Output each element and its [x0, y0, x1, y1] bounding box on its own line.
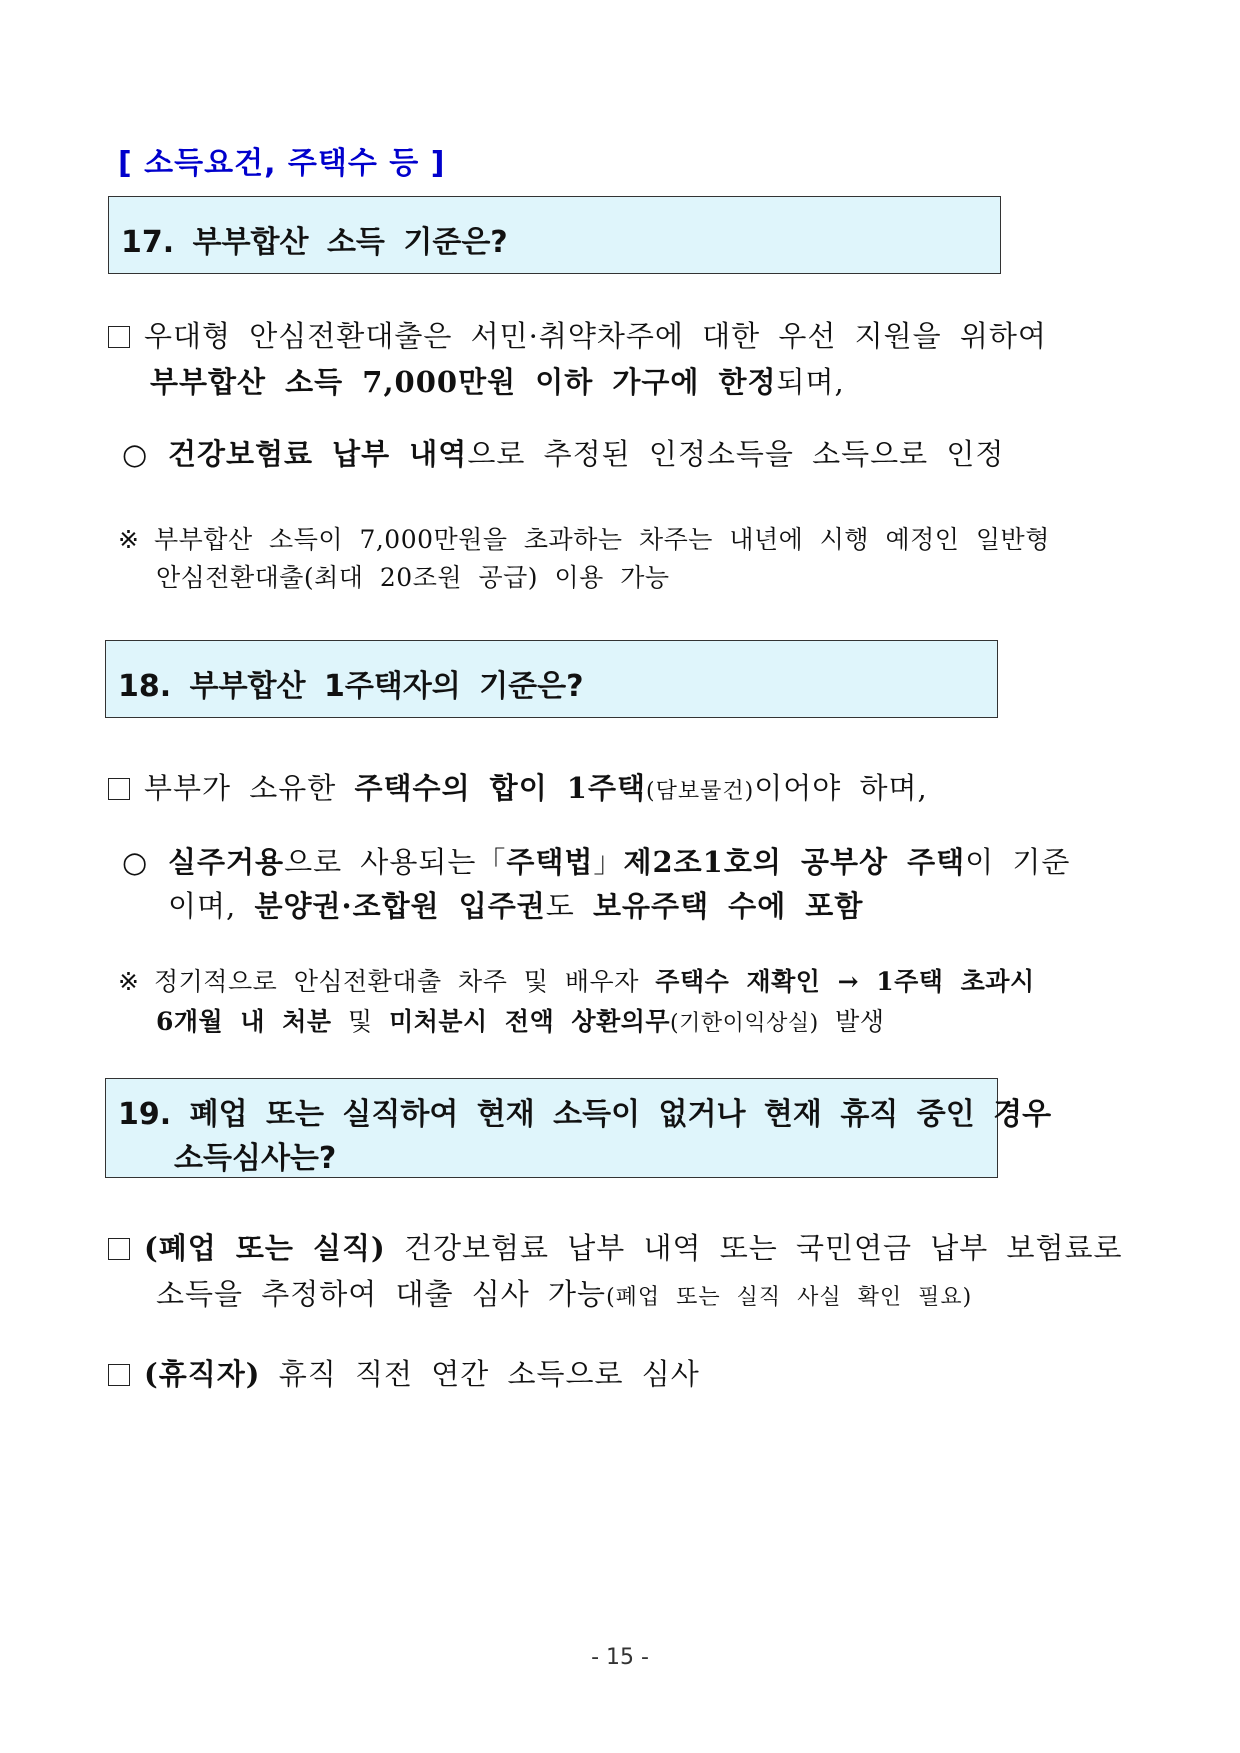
question-19-line1: 19. 폐업 또는 실직하여 현재 소득이 없거나 현재 휴직 중인 경우: [118, 1097, 1052, 1132]
q17-note-line1: ※ 부부합산 소득이 7,000만원을 초과하는 차주는 내년에 시행 예정인 일반형: [118, 525, 1050, 554]
section-title: [ 소득요건, 주택수 등 ]: [118, 146, 446, 181]
square-bullet-icon: [108, 1238, 130, 1260]
q18-note-line2: 6개월 내 처분 및 미처분시 전액 상환의무(기한이익상실) 발생: [156, 1007, 885, 1036]
question-box-18: [105, 640, 998, 718]
q18-sub1-line1: ○ 실주거용으로 사용되는「주택법」제2조1호의 공부상 주택이 기준: [122, 845, 1071, 879]
question-19-line2: 소득심사는?: [174, 1141, 337, 1176]
page-number: - 15 -: [591, 1645, 649, 1670]
circle-bullet-icon: ○: [122, 845, 149, 879]
q19-bullet1-line1: (폐업 또는 실직) 건강보험료 납부 내역 또는 국민연금 납부 보험료로: [108, 1226, 1123, 1267]
q18-sub1-line2: 이며, 분양권·조합원 입주권도 보유주택 수에 포함: [168, 889, 864, 923]
square-bullet-icon: [108, 326, 130, 348]
q18-bullet1: 부부가 소유한 주택수의 합이 1주택(담보물건)이어야 하며,: [108, 766, 928, 807]
question-box-17: [108, 196, 1001, 274]
q18-note-line1: ※ 정기적으로 안심전환대출 차주 및 배우자 주택수 재확인 → 1주택 초과시: [118, 967, 1035, 996]
square-bullet-icon: [108, 1364, 130, 1386]
reference-mark-icon: ※: [118, 525, 140, 554]
square-bullet-icon: [108, 778, 130, 800]
question-box-19: [105, 1078, 1052, 1178]
q19-bullet1-line2: 소득을 추정하여 대출 심사 가능(폐업 또는 실직 사실 확인 필요): [156, 1277, 973, 1311]
q17-note-line2: 안심전환대출(최대 20조원 공급) 이용 가능: [156, 563, 670, 592]
q19-bullet2: (휴직자) 휴직 직전 연간 소득으로 심사: [108, 1352, 700, 1393]
q17-bullet1-line1: 우대형 안심전환대출은 서민·취약차주에 대한 우선 지원을 위하여: [108, 314, 1047, 355]
reference-mark-icon: ※: [118, 967, 140, 996]
q17-sub1: ○ 건강보험료 납부 내역으로 추정된 인정소득을 소득으로 인정: [122, 437, 1005, 471]
question-17: 17. 부부합산 소득 기준은?: [121, 225, 508, 260]
circle-bullet-icon: ○: [122, 437, 149, 471]
q17-bullet1-line2: 부부합산 소득 7,000만원 이하 가구에 한정되며,: [150, 365, 845, 399]
question-18: 18. 부부합산 1주택자의 기준은?: [118, 669, 584, 704]
